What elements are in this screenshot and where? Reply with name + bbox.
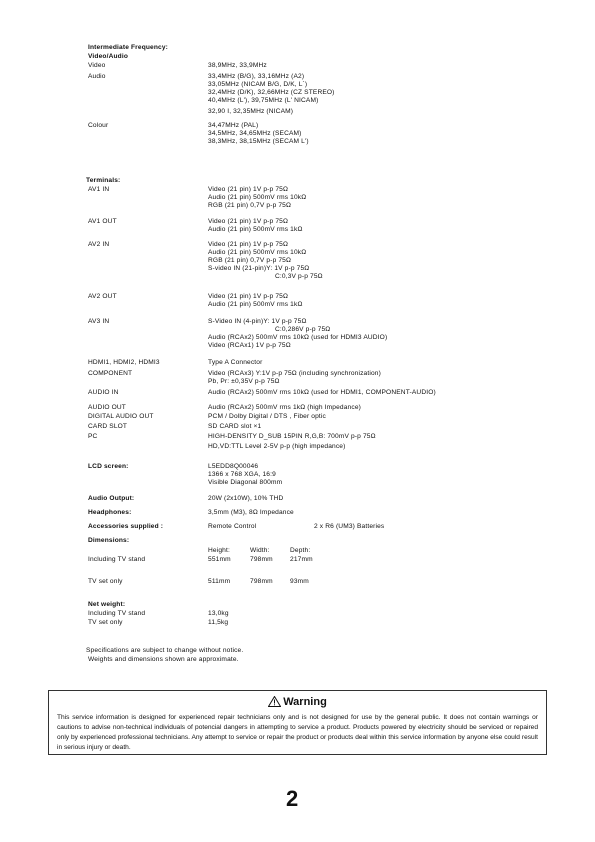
dimensions-row-label: Including TV stand (88, 556, 146, 563)
terminals-title: Terminals: (86, 177, 121, 184)
component-line: Pb, Pr: ±0,35V p-p 75Ω (208, 378, 280, 385)
lcd-values (208, 463, 282, 487)
pc-line: HD,VD:TTL Level 2-5V p-p (high impedance) (208, 443, 346, 450)
pc-label: PC (88, 433, 98, 440)
if-colour-label: Colour (88, 122, 109, 129)
accessories-remote: Remote Control (208, 523, 257, 530)
av2-out-line: Audio (21 pin) 500mV rms 1kΩ (208, 301, 303, 308)
component-values (208, 370, 381, 386)
av2-in-line: S-video IN (21-pin)Y: 1V p-p 75Ω (208, 265, 310, 272)
component-label: COMPONENT (88, 370, 133, 377)
av2-in-values (208, 241, 323, 281)
av1-out-line: Video (21 pin) 1V p-p 75Ω (208, 218, 289, 225)
lcd-label: LCD screen: (88, 463, 129, 470)
av2-out-label: AV2 OUT (88, 293, 117, 300)
if-audio-line: 32,4MHz (D/K), 32,66MHz (CZ STEREO) (208, 89, 335, 96)
dimensions-depth: 93mm (290, 578, 309, 585)
pc-line: HIGH-DENSITY D_SUB 15PIN R,G,B: 700mV p-p 75Ω (208, 433, 376, 440)
av1-in-line: RGB (21 pin) 0,7V p-p 75Ω (208, 202, 292, 209)
hdmi-value: Type A Connector (208, 359, 263, 366)
if-title: Intermediate Frequency: (88, 44, 169, 51)
av2-in-label: AV2 IN (88, 241, 110, 248)
warning-text: This service information is designed for experienced repair technicians only and is not designed for use by the general public. It does not contain warnings or cautions to advise non-technical individuals of potencial dangers in attempting to service a product. Products powered by electricity should be serviced or repaired only by experienced professional technicians. Any attempt to service or repair the product or products deal within this service information by anyone else could result in serious injury or death. (57, 714, 538, 751)
av1-out-values (208, 218, 303, 234)
dimensions-width: 798mm (250, 578, 273, 585)
card-slot-label: CARD SLOT (88, 423, 128, 430)
audio-output-label: Audio Output: (88, 495, 135, 502)
dimensions-header-depth: Depth: (290, 547, 311, 554)
av3-in-line: Audio (RCAx2) 500mV rms 10kΩ (used for HDMI3 AUDIO) (208, 334, 388, 341)
lcd-line: 1366 x 768 XGA, 16:9 (208, 471, 276, 478)
audio-in-label: AUDIO IN (88, 389, 119, 396)
av3-in-label: AV3 IN (88, 318, 110, 325)
dimensions-height: 551mm (208, 556, 231, 563)
warning-title-text: Warning (283, 696, 327, 708)
av1-in-line: Video (21 pin) 1V p-p 75Ω (208, 186, 289, 193)
page-number: 2 (286, 786, 299, 811)
if-video-value: 38,9MHz, 33,9MHz (208, 62, 267, 69)
av2-in-line: Audio (21 pin) 500mV rms 10kΩ (208, 249, 307, 256)
av1-out-label: AV1 OUT (88, 218, 117, 225)
av1-in-line: Audio (21 pin) 500mV rms 10kΩ (208, 194, 307, 201)
av2-out-line: Video (21 pin) 1V p-p 75Ω (208, 293, 289, 300)
net-weight-value: 13,0kg (208, 610, 229, 617)
hdmi-label: HDMI1, HDMI2, HDMI3 (88, 359, 160, 366)
av2-out-values (208, 293, 303, 309)
dimensions-height: 511mm (208, 578, 231, 585)
lcd-line: L5EDD8Q00046 (208, 463, 259, 470)
av1-out-line: Audio (21 pin) 500mV rms 1kΩ (208, 226, 303, 233)
if-audio-label: Audio (88, 73, 106, 80)
audio-output-value: 20W (2x10W), 10% THD (208, 495, 284, 502)
lcd-line: Visible Diagonal 800mm (208, 479, 283, 486)
net-weight-row-label: TV set only (88, 619, 123, 626)
if-subtitle: Video/Audio (88, 53, 128, 60)
if-audio-line: 33,4MHz (B/G), 33,16MHz (A2) (208, 73, 305, 80)
if-audio-line: 33,05MHz (NICAM B/G, D/K, L`) (208, 81, 308, 88)
av3-in-line: Video (RCAx1) 1V p-p 75Ω (208, 342, 291, 349)
if-video-label: Video (88, 62, 106, 69)
av2-in-line: RGB (21 pin) 0,7V p-p 75Ω (208, 257, 292, 264)
note-weights: Weights and dimensions shown are approximate. (88, 656, 239, 663)
audio-out-label: AUDIO OUT (88, 404, 126, 411)
dimensions-depth: 217mm (290, 556, 313, 563)
if-colour-values (208, 122, 309, 146)
audio-in-value: Audio (RCAx2) 500mV rms 10kΩ (used for HDMI1, COMPONENT-AUDIO) (208, 389, 436, 396)
dimensions-header-height: Height: (208, 547, 230, 554)
dimensions-header-width: Width: (250, 547, 270, 554)
card-slot-value: SD CARD slot ×1 (208, 423, 262, 430)
net-weight-label: Net weight: (88, 601, 126, 608)
warning-box (48, 690, 547, 755)
net-weight-value: 11,5kg (208, 619, 229, 626)
av2-in-chroma: C:0,3V p-p 75Ω (275, 273, 323, 280)
av3-in-chroma: C:0,286V p-p 75Ω (275, 326, 331, 333)
headphones-value: 3,5mm (M3), 8Ω Impedance (208, 509, 294, 516)
warning-triangle-icon (268, 696, 281, 707)
if-audio-line: 40,4MHz (L'), 39,75MHz (L' NICAM) (208, 97, 319, 104)
av1-in-label: AV1 IN (88, 186, 110, 193)
if-colour-line: 34,47MHz (PAL) (208, 122, 259, 129)
note-specifications: Specifications are subject to change without notice. (86, 647, 244, 654)
av1-in-values (208, 186, 306, 210)
accessories-batteries: 2 x R6 (UM3) Batteries (314, 523, 385, 530)
audio-out-value: Audio (RCAx2) 500mV rms 1kΩ (high Impedance) (208, 404, 361, 411)
av3-in-line: S-Video IN (4-pin)Y: 1V p-p 75Ω (208, 318, 307, 325)
pc-values (208, 433, 376, 451)
warning-title (49, 696, 546, 708)
av3-in-values (208, 318, 387, 350)
headphones-label: Headphones: (88, 509, 132, 516)
if-audio-values (208, 73, 335, 116)
digital-audio-label: DIGITAL AUDIO OUT (88, 413, 154, 420)
digital-audio-value: PCM / Dolby Digital / DTS , Fiber optic (208, 413, 326, 420)
if-audio-line: 32,90 I, 32,35MHz (NICAM) (208, 108, 294, 115)
accessories-label: Accessories supplied : (88, 523, 164, 530)
dimensions-width: 798mm (250, 556, 273, 563)
component-line: Video (RCAx3) Y:1V p-p 75Ω (including synchronization) (208, 370, 381, 377)
dimensions-label: Dimensions: (88, 537, 130, 544)
if-colour-line: 38,3MHz, 38,15MHz (SECAM L') (208, 138, 309, 145)
av2-in-line: Video (21 pin) 1V p-p 75Ω (208, 241, 289, 248)
net-weight-row-label: Including TV stand (88, 610, 146, 617)
dimensions-row-label: TV set only (88, 578, 123, 585)
if-colour-line: 34,5MHz, 34,65MHz (SECAM) (208, 130, 302, 137)
